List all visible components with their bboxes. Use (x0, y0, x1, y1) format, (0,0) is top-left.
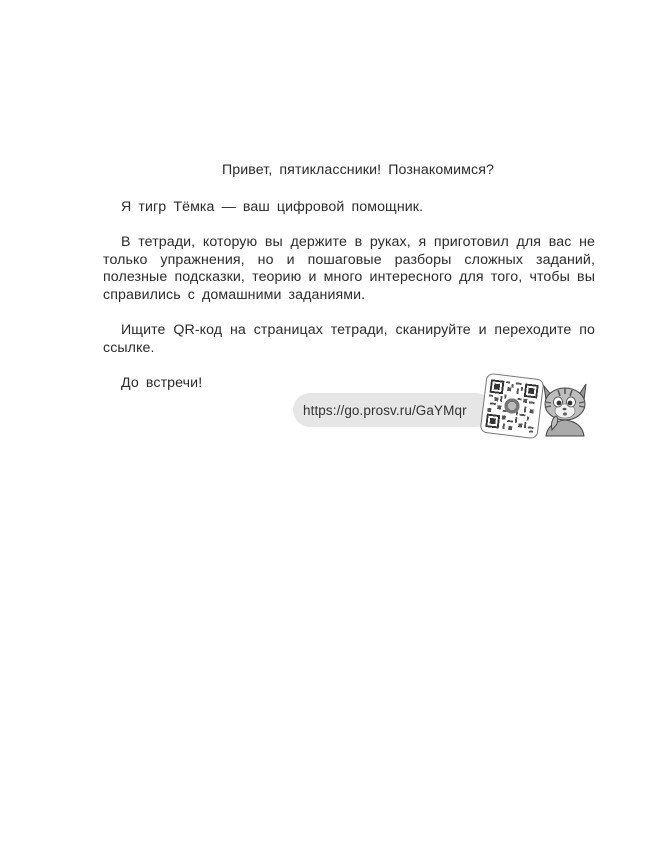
qr-code-icon[interactable] (480, 373, 545, 440)
greeting-heading: Привет, пятиклассники! Познакомимся? (221, 162, 495, 178)
qr-link-area (293, 373, 593, 441)
qr-instruction-paragraph: Ищите QR-код на страницах тетради, сканируйте и переходите по ссылке. (103, 322, 595, 356)
workbook-description-paragraph: В тетради, которую вы держите в руках, я приготовил для вас не только упражнения, но и пошаговые разборы сложных заданий, полезные подсказки, теорию и много интересного для того, чтобы вы справились с домашними заданиями. (103, 234, 595, 303)
intro-paragraph: Я тигр Тёмка — ваш цифровой помощник. (121, 198, 424, 215)
farewell-paragraph: До встречи! (121, 375, 203, 391)
tiger-mascot-icon (540, 378, 590, 440)
prosv-link[interactable]: https://go.prosv.ru/GaYMqr (293, 393, 493, 427)
